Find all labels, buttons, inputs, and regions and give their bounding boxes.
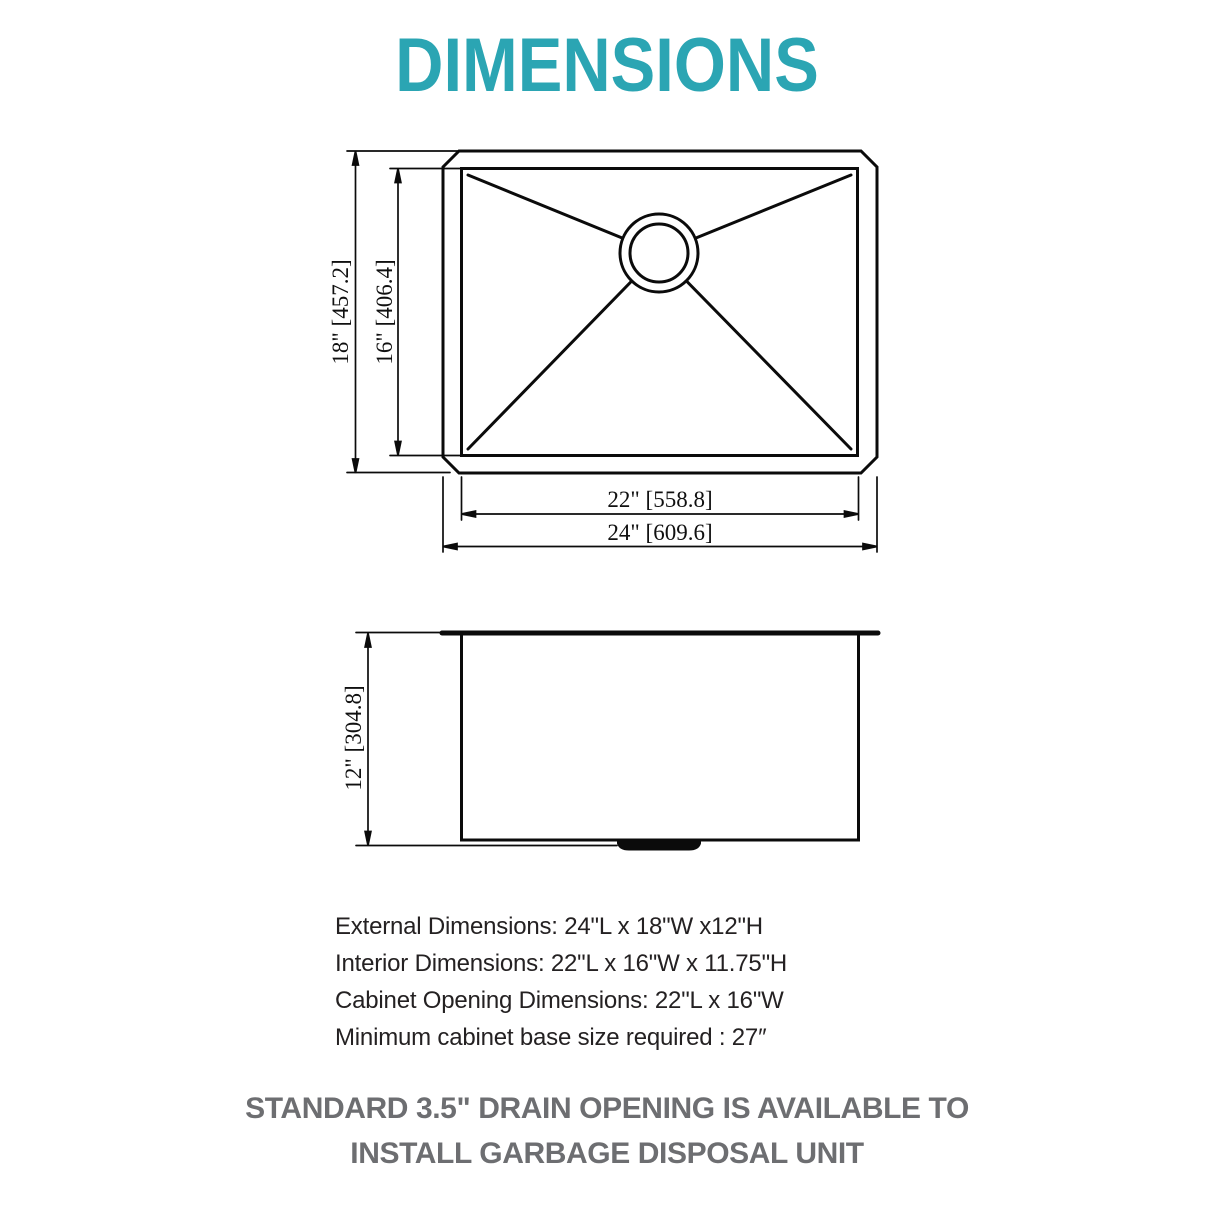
- sink-basin-outline: [462, 169, 858, 456]
- page-title: DIMENSIONS: [395, 23, 819, 108]
- arrow-22-right: [845, 511, 859, 517]
- note-line-1: STANDARD 3.5" DRAIN OPENING IS AVAILABLE TO: [245, 1092, 969, 1125]
- dim-label-16: 16" [406.4]: [372, 259, 397, 365]
- drain-note: [0, 1086, 1214, 1176]
- arrow-16-up: [395, 169, 401, 183]
- drain-outer-circle: [620, 214, 698, 292]
- arrow-18-down: [353, 459, 359, 473]
- sink-body-profile: [462, 634, 859, 840]
- arrow-12-up: [365, 633, 371, 647]
- spec-line-minimum-base: Minimum cabinet base size required : 27″: [335, 1024, 767, 1051]
- drain-fitting: [617, 840, 701, 851]
- dim-label-24: 24" [609.6]: [607, 520, 713, 545]
- specs-block: [335, 908, 787, 1056]
- arrow-18-up: [353, 151, 359, 165]
- dim-label-18: 18" [457.2]: [328, 259, 353, 365]
- arrow-24-right: [863, 544, 877, 550]
- side-view-dimensions: [356, 633, 617, 846]
- side-view-drawing: [356, 633, 878, 851]
- spec-line-interior: Interior Dimensions: 22"L x 16"W x 11.75"H: [335, 950, 788, 977]
- arrow-12-down: [365, 832, 371, 846]
- arrow-22-left: [462, 511, 476, 517]
- dim-label-22: 22" [558.8]: [607, 487, 713, 512]
- dim-label-12: 12" [304.8]: [341, 685, 366, 791]
- arrow-16-down: [395, 442, 401, 456]
- note-line-2: INSTALL GARBAGE DISPOSAL UNIT: [350, 1137, 864, 1170]
- spec-line-cabinet-opening: Cabinet Opening Dimensions: 22"L x 16"W: [335, 987, 784, 1014]
- spec-line-external: External Dimensions: 24"L x 18"W x12"H: [335, 913, 763, 940]
- arrow-24-left: [443, 544, 457, 550]
- sink-rim-outline: [443, 151, 877, 473]
